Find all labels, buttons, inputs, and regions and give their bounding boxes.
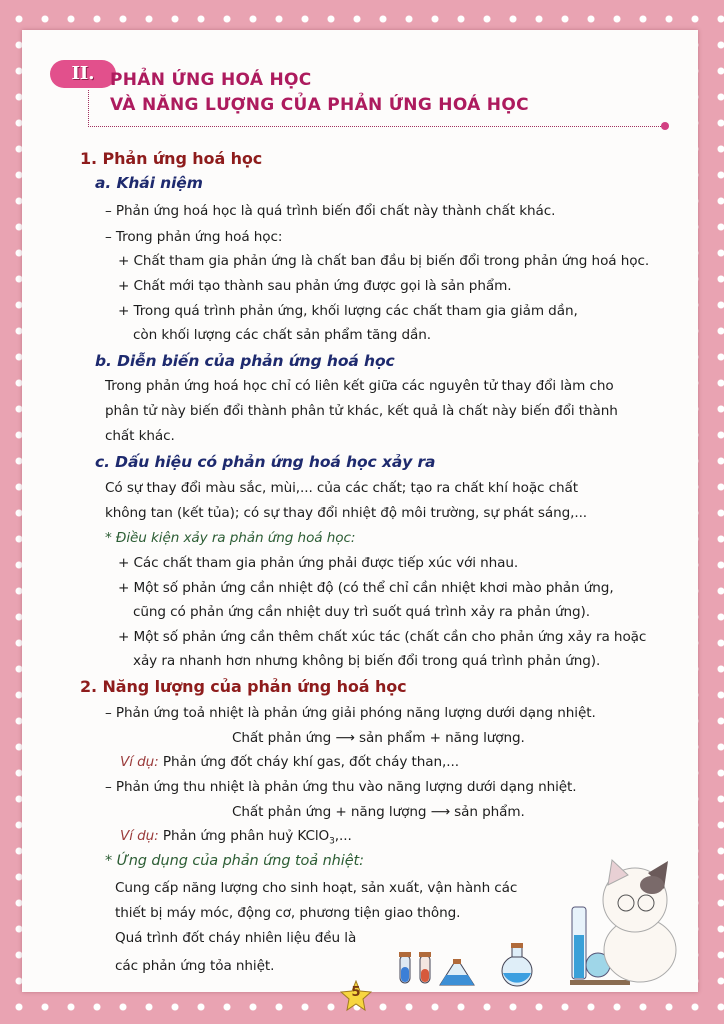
text-line: + Một số phản ứng cần nhiệt độ (có thể chỉ cần nhiệt khơi mào phản ứng, (118, 580, 614, 596)
subscript: 3 (329, 836, 335, 847)
example-endothermic (120, 826, 352, 852)
example-tail: ,... (334, 828, 352, 844)
cat-icon (603, 860, 676, 982)
text-line: + Các chất tham gia phản ứng phải được tiếp xúc với nhau. (118, 555, 519, 571)
test-tube-icon (399, 952, 411, 983)
section-title-line1: PHẢN ỨNG HOÁ HỌC (110, 70, 312, 90)
text-line: Có sự thay đổi màu sắc, mùi,... của các chất; tạo ra chất khí hoặc chất (105, 480, 579, 496)
equation-endothermic: Chất phản ứng + năng lượng ⟶ sản phẩm. (232, 804, 525, 820)
heading-part2: 2. Năng lượng của phản ứng hoá học (80, 677, 407, 696)
text-line: + Chất mới tạo thành sau phản ứng được gọi là sản phẩm. (118, 278, 512, 294)
round-flask-icon (502, 943, 532, 986)
text-line: Trong phản ứng hoá học chỉ có liên kết giữa các nguyên tử thay đổi làm cho (105, 378, 614, 394)
note-applications: * Ứng dụng của phản ứng toả nhiệt: (105, 853, 364, 869)
equation-exothermic: Chất phản ứng ⟶ sản phẩm + năng lượng. (232, 730, 525, 746)
title-divider (88, 126, 663, 127)
text-line: + Trong quá trình phản ứng, khối lượng các chất tham gia giảm dần, (118, 303, 578, 319)
divider-dot (661, 122, 669, 130)
heading-1c: c. Dấu hiệu có phản ứng hoá học xảy ra (95, 453, 436, 471)
example-exothermic (120, 752, 459, 772)
example-label: Ví dụ: (120, 828, 159, 844)
text-line: – Trong phản ứng hoá học: (105, 229, 283, 245)
example-text: Phản ứng đốt cháy khí gas, đốt cháy than,... (158, 754, 459, 770)
section-title-line2: VÀ NĂNG LƯỢNG CỦA PHẢN ỨNG HOÁ HỌC (110, 95, 529, 115)
text-line: phân tử này biến đổi thành phân tử khác, kết quả là chất này biến đổi thành (105, 403, 618, 419)
text-line: – Phản ứng thu nhiệt là phản ứng thu vào năng lượng dưới dạng nhiệt. (105, 779, 577, 795)
text-line: còn khối lượng các chất sản phẩm tăng dần. (133, 327, 431, 343)
flask-icon (440, 959, 474, 985)
text-line: Quá trình đốt cháy nhiên liệu đều là (115, 930, 357, 946)
heading-1b: b. Diễn biến của phản ứng hoá học (95, 352, 395, 370)
text-line: xảy ra nhanh hơn nhưng không bị biến đổi trong quá trình phản ứng). (133, 653, 601, 669)
page-number: 5 (351, 985, 361, 1000)
text-line: thiết bị máy móc, động cơ, phương tiện giao thông. (115, 905, 461, 921)
example-label: Ví dụ: (120, 754, 159, 770)
heading-1a: a. Khái niệm (95, 174, 203, 192)
example-text: Phản ứng phân huỷ KClO (158, 828, 330, 844)
text-line: Cung cấp năng lượng cho sinh hoạt, sản xuất, vận hành các (115, 880, 518, 896)
title-divider (88, 90, 89, 127)
text-line: + Chất tham gia phản ứng là chất ban đầu bị biến đổi trong phản ứng hoá học. (118, 253, 650, 269)
text-line: không tan (kết tủa); có sự thay đổi nhiệt độ môi trường, sự phát sáng,... (105, 505, 588, 521)
lab-cat-illustration (390, 855, 700, 990)
text-line: + Một số phản ứng cần thêm chất xúc tác (chất cần cho phản ứng xảy ra hoặc (118, 629, 647, 645)
text-line: chất khác. (105, 428, 175, 444)
test-tube-icon (419, 952, 431, 983)
text-line: – Phản ứng hoá học là quá trình biến đổi chất này thành chất khác. (105, 203, 556, 219)
section-number-badge: II. (50, 60, 116, 88)
heading-part1: 1. Phản ứng hoá học (80, 149, 263, 168)
note-conditions: * Điều kiện xảy ra phản ứng hoá học: (105, 530, 356, 546)
text-line: các phản ứng tỏa nhiệt. (115, 958, 275, 974)
text-line: cũng có phản ứng cần nhiệt duy trì suốt quá trình xảy ra phản ứng). (133, 604, 590, 620)
text-line: – Phản ứng toả nhiệt là phản ứng giải phóng năng lượng dưới dạng nhiệt. (105, 705, 596, 721)
